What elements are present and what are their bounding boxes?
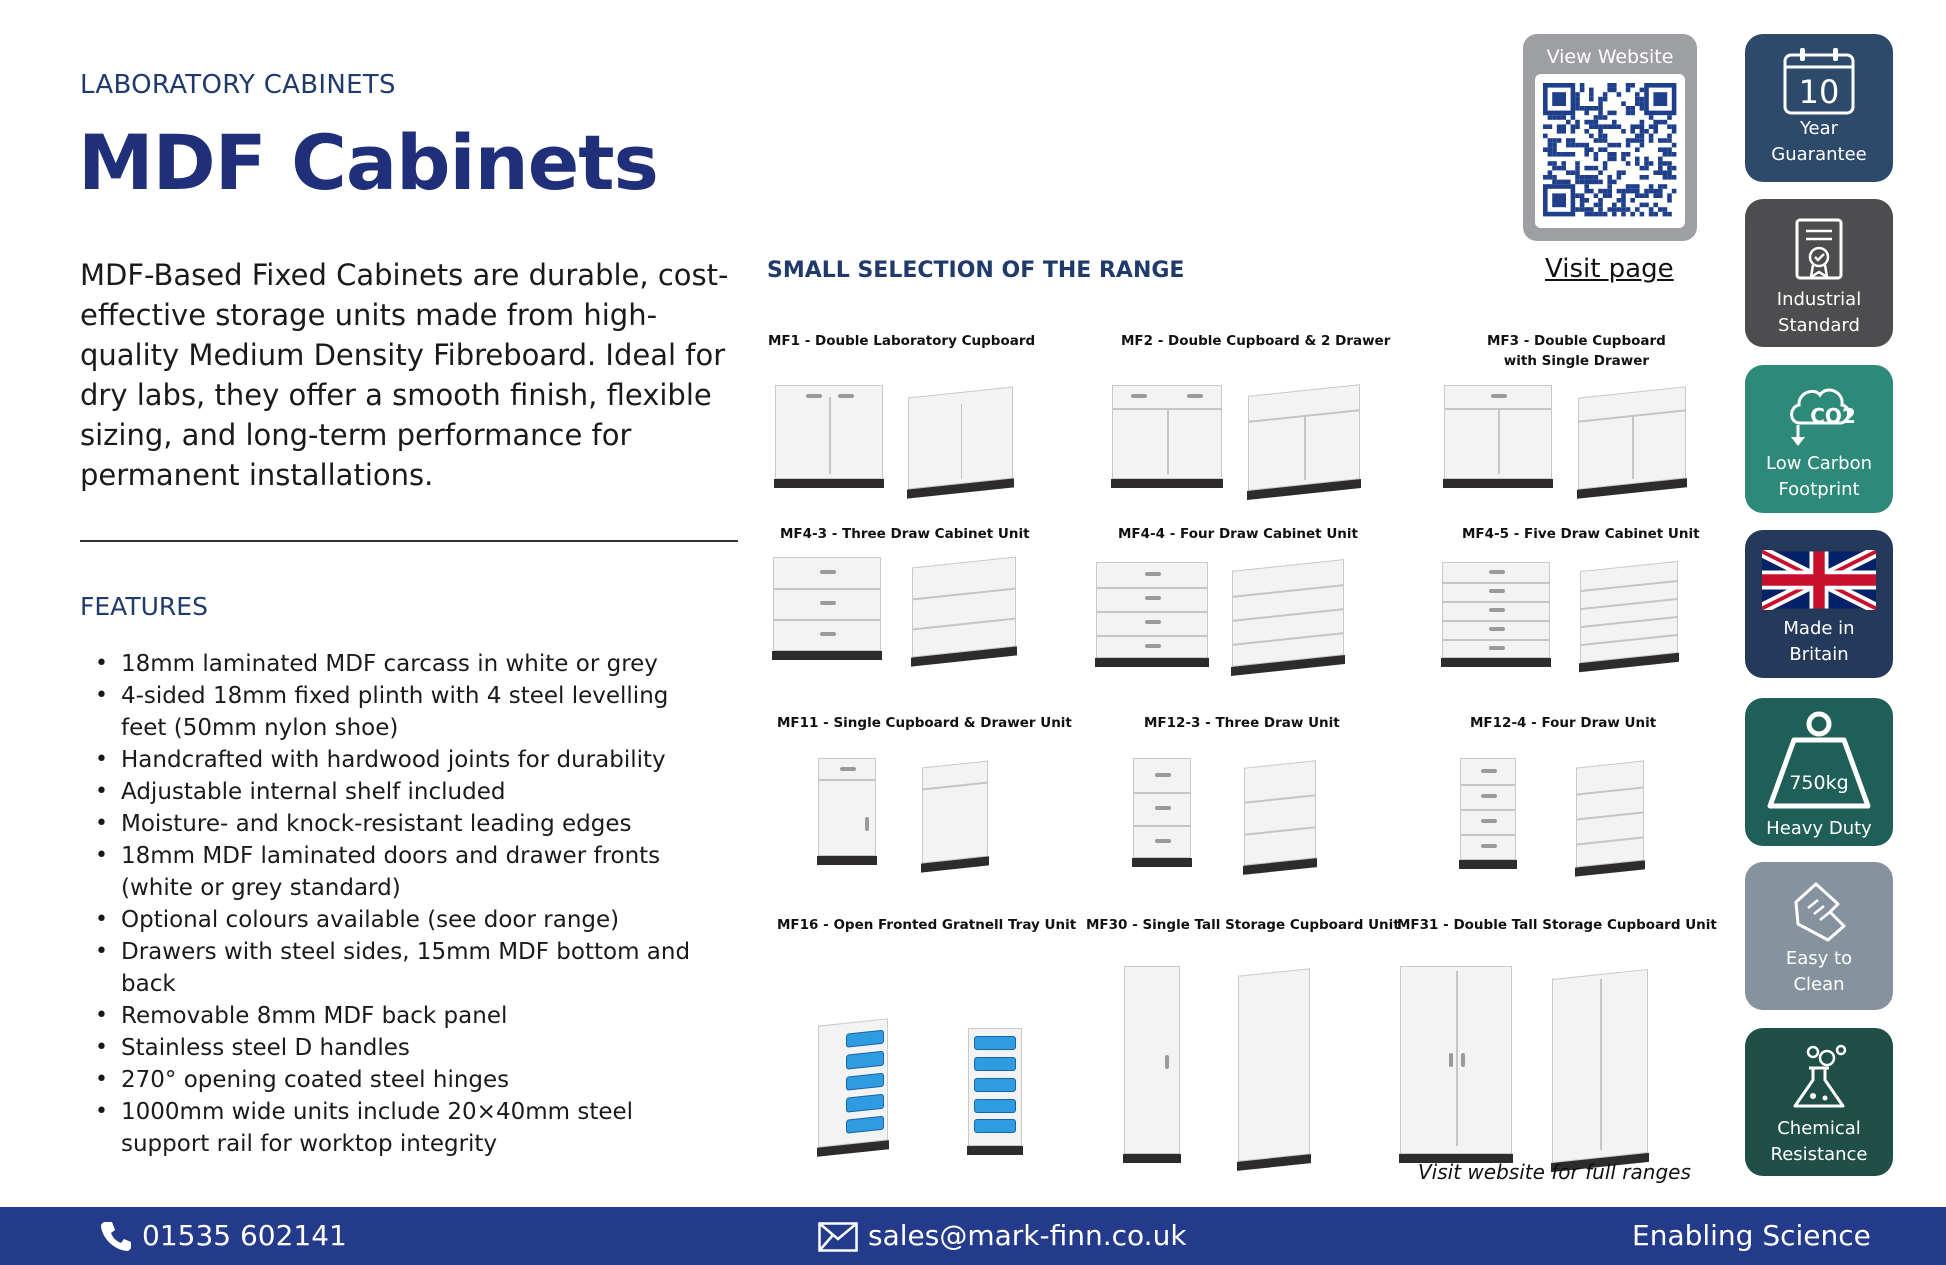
cabinet-image-mf30-angle: [1238, 968, 1310, 1162]
union-jack-flag-icon: [1762, 550, 1876, 610]
product-title-mf2: MF2 - Double Cupboard & 2 Drawer: [1121, 333, 1391, 349]
cabinet-image-mf12-3-front: [1133, 758, 1191, 858]
product-title-mf3: [1487, 331, 1666, 371]
feature-item: • Optional colours available (see door range): [95, 904, 695, 936]
feature-item: • 270° opening coated steel hinges: [95, 1064, 695, 1096]
footer-phone[interactable]: 01535 602141: [142, 1219, 347, 1252]
visit-website-note: Visit website for full ranges: [1418, 1160, 1691, 1184]
cabinet-image-mf31-front: [1400, 966, 1512, 1154]
feature-item: • Removable 8mm MDF back panel: [95, 1000, 695, 1032]
cabinet-image-mf12-3-angle: [1244, 760, 1316, 866]
cabinet-image-mf31-angle: [1552, 969, 1648, 1163]
badge-label-line1: Industrial: [1776, 289, 1862, 310]
wiping-hand-icon: [1788, 880, 1850, 944]
cabinet-image-mf2-front: [1112, 385, 1222, 479]
page-title: MDF Cabinets: [78, 118, 658, 207]
feature-item: • Drawers with steel sides, 15mm MDF bottom and back: [95, 936, 695, 1000]
cabinet-image-mf4-4-front: [1096, 562, 1208, 658]
badge-label-line2: Footprint: [1778, 479, 1860, 500]
feature-item: • 18mm laminated MDF carcass in white or grey: [95, 648, 695, 680]
feature-item: • Handcrafted with hardwood joints for durability: [95, 744, 695, 776]
feature-item: • Moisture- and knock-resistant leading edges: [95, 808, 695, 840]
product-title-mf3-line1: MF3 - Double Cupboard: [1487, 333, 1666, 349]
badge-label-line1: Year: [1799, 118, 1839, 139]
certificate-icon: [1794, 217, 1844, 283]
qr-code-card[interactable]: [1523, 34, 1697, 241]
qr-label: View Website: [1546, 46, 1674, 68]
cabinet-image-mf4-3-front: [773, 557, 881, 651]
badge-label-line1: Heavy Duty: [1766, 818, 1872, 839]
cabinet-image-mf1-front: [775, 385, 883, 479]
phone-icon: [100, 1220, 132, 1252]
product-title-mf12-4: MF12-4 - Four Draw Unit: [1470, 715, 1657, 731]
badge-easy-to-clean: [1745, 862, 1893, 1010]
footer-bar: [0, 1207, 1946, 1265]
cabinet-image-mf16-angle: [818, 1018, 888, 1147]
badge-label-line1: Made in: [1783, 618, 1855, 639]
email-icon: [818, 1222, 858, 1252]
product-title-mf3-line2: with Single Drawer: [1503, 353, 1650, 369]
cabinet-image-mf12-4-front: [1460, 758, 1516, 860]
product-title-mf12-3: MF12-3 - Three Draw Unit: [1144, 715, 1340, 731]
badge-label-line2: Standard: [1778, 315, 1860, 336]
product-title-mf4-5: MF4-5 - Five Draw Cabinet Unit: [1462, 526, 1700, 542]
cabinet-image-mf3-front: [1444, 385, 1552, 479]
badge-low-carbon: [1745, 365, 1893, 513]
feature-item: • 18mm MDF laminated doors and drawer fronts (white or grey standard): [95, 840, 695, 904]
badge-industrial-standard: [1745, 199, 1893, 347]
cabinet-image-mf2-angle: [1248, 384, 1360, 491]
cabinet-image-mf16-front: [968, 1028, 1022, 1146]
product-title-mf4-3: MF4-3 - Three Draw Cabinet Unit: [780, 526, 1030, 542]
feature-item: • Stainless steel D handles: [95, 1032, 695, 1064]
badge-co2-text: CO2: [1810, 404, 1856, 428]
flask-icon: [1783, 1042, 1855, 1114]
cabinet-image-mf12-4-angle: [1576, 760, 1644, 867]
product-title-mf31: MF31 - Double Tall Storage Cupboard Unit: [1397, 917, 1717, 933]
badge-made-in-britain: [1745, 530, 1893, 678]
badge-label-line2: Clean: [1793, 974, 1845, 995]
badge-weight-value: 750kg: [1789, 772, 1849, 794]
feature-item: • Adjustable internal shelf included: [95, 776, 695, 808]
cabinet-image-mf3-angle: [1578, 386, 1686, 489]
footer-email[interactable]: sales@mark-finn.co.uk: [868, 1219, 1187, 1252]
footer-tagline: Enabling Science: [1632, 1219, 1871, 1252]
cabinet-image-mf4-4-angle: [1232, 559, 1344, 667]
badge-label-line2: Guarantee: [1771, 144, 1867, 165]
badge-label-line1: Low Carbon: [1765, 453, 1872, 474]
badge-heavy-duty: [1745, 698, 1893, 846]
cabinet-image-mf4-5-angle: [1580, 561, 1678, 663]
feature-item: • 1000mm wide units include 20×40mm steel support rail for worktop integrity: [95, 1096, 695, 1160]
qr-code-icon[interactable]: [1535, 74, 1685, 228]
intro-paragraph: MDF-Based Fixed Cabinets are durable, cost-effective storage units made from high-quality Medium Density Fibreboard. Ideal for dry labs, they offer a smooth finish, flexible sizing, and long-term performance for permanent installations.: [80, 258, 729, 492]
cabinet-image-mf30-front: [1124, 966, 1180, 1154]
badge-chemical-resistance: [1745, 1028, 1893, 1176]
product-title-mf11: MF11 - Single Cupboard & Drawer Unit: [777, 715, 1072, 731]
cabinet-image-mf11-front: [818, 758, 876, 856]
badge-label-line1: Chemical: [1777, 1118, 1861, 1139]
section-divider: [80, 540, 738, 542]
features-list: [95, 648, 695, 1160]
cabinet-image-mf4-3-angle: [912, 557, 1016, 658]
badge-year-number: 10: [1798, 73, 1840, 111]
badge-year-guarantee: [1745, 34, 1893, 182]
product-title-mf1: MF1 - Double Laboratory Cupboard: [768, 333, 1036, 349]
product-title-mf4-4: MF4-4 - Four Draw Cabinet Unit: [1118, 526, 1358, 542]
badge-label-line1: Easy to: [1785, 948, 1853, 969]
feature-item: • 4-sided 18mm fixed plinth with 4 steel levelling feet (50mm nylon shoe): [95, 680, 695, 744]
cabinet-image-mf11-angle: [922, 761, 988, 864]
cabinet-image-mf1-angle: [908, 386, 1013, 489]
range-heading: SMALL SELECTION OF THE RANGE: [767, 258, 1185, 283]
cabinet-image-mf4-5-front: [1442, 562, 1550, 658]
badge-label-line2: Britain: [1789, 644, 1849, 665]
product-title-mf16: MF16 - Open Fronted Gratnell Tray Unit: [777, 917, 1077, 933]
visit-page-link[interactable]: Visit page: [1545, 254, 1674, 284]
product-title-mf30: MF30 - Single Tall Storage Cupboard Unit: [1086, 917, 1400, 933]
badge-label-line2: Resistance: [1770, 1144, 1868, 1165]
weight-icon: [1764, 710, 1874, 814]
category-label: LABORATORY CABINETS: [80, 70, 396, 100]
features-heading: FEATURES: [80, 592, 208, 621]
